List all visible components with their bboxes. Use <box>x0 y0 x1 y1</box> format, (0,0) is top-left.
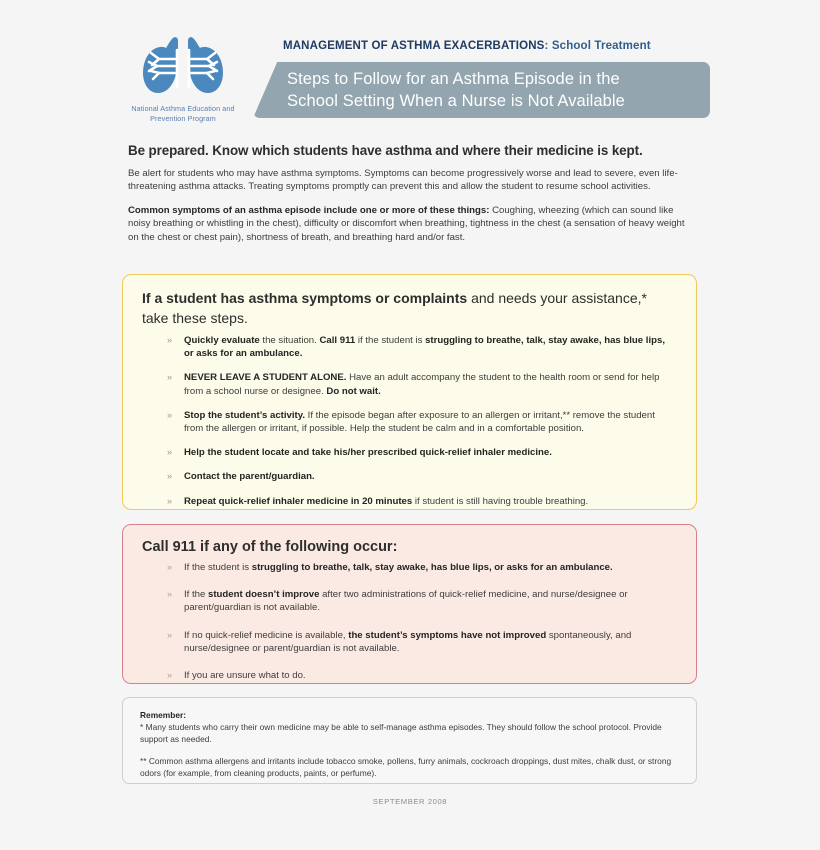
bullet-marker-icon: » <box>167 409 173 420</box>
step-text-bold-1: NEVER LEAVE A STUDENT ALONE. <box>184 372 347 384</box>
call-911-text-bold-2: the student’s symptoms have not improved <box>348 629 547 641</box>
call-911-panel <box>122 524 697 684</box>
title-line-2: School Setting When a Nurse is Not Available <box>287 92 625 110</box>
call-911-panel-heading: Call 911 if any of the following occur: <box>142 539 398 555</box>
intro-section <box>128 142 694 254</box>
call-911-text-1: If the <box>184 589 208 601</box>
bullet-marker-icon: » <box>167 447 173 458</box>
footnote-single-asterisk: * Many students who carry their own medicine may be able to self-manage asthma episodes. They should follow the school protocol. Provide support as needed. <box>140 722 662 744</box>
list-item <box>165 588 670 614</box>
poster-header <box>0 30 820 130</box>
intro-paragraph-2 <box>128 204 694 244</box>
footer-date: SEPTEMBER 2008 <box>372 797 448 806</box>
list-item <box>165 334 670 360</box>
call-911-list <box>123 561 696 682</box>
call-911-text-1: If no quick-relief medicine is available, <box>184 629 349 641</box>
step-text-2: the situation. <box>259 335 320 346</box>
lungs-icon <box>137 35 229 101</box>
intro-lead <box>128 142 694 160</box>
list-item <box>165 495 670 508</box>
step-text-bold-1: Quickly evaluate <box>184 335 260 346</box>
steps-list <box>123 334 696 508</box>
step-text-2: Have an adult accompany the student to the health room or send for help from a school nurse or designee. <box>184 372 660 397</box>
remember-note-panel <box>122 697 697 784</box>
title-banner-text <box>287 68 700 112</box>
remember-note-title: Remember: <box>140 710 187 720</box>
list-item <box>165 669 670 682</box>
steps-panel-heading <box>142 288 696 328</box>
call-911-text-3: after two administrations of quick-relief medicine, and nurse/designee or parent/guardian is not available. <box>184 589 628 614</box>
remember-note-inner <box>123 698 696 779</box>
steps-panel-heading-rest: and needs your assistance,* take these steps. <box>142 290 647 326</box>
logo-caption-line2: Prevention Program <box>150 114 216 123</box>
header-kicker-sub: : School Treatment <box>544 40 651 52</box>
step-text-bold-5: struggling to breathe, talk, stay awake, has blue lips, or asks for an ambulance. <box>184 335 665 360</box>
bullet-marker-icon: » <box>167 629 173 640</box>
intro-paragraph-2-bold: Common symptoms of an asthma episode include one or more of these things: <box>128 204 490 216</box>
nhlbi-naepp-logo <box>118 35 248 124</box>
call-911-text-1: If the student is <box>184 562 252 573</box>
call-911-text-bold-2: student doesn’t improve <box>208 589 320 601</box>
bullet-marker-icon: » <box>167 495 173 506</box>
step-text-2: If the episode began after exposure to an allergen or irritant,** remove the student from the allergen or irritant, if possible. Help the student be calm and in a comfortable position. <box>184 409 655 435</box>
call-911-text-3: spontaneously, and nurse/designee or parent/guardian is not available. <box>184 629 632 654</box>
intro-paragraph-1: Be alert for students who may have asthma symptoms. Symptoms can become progressively worse and lead to severe, even life-threatening asthma attacks. Treating symptoms promptly can prevent this and allow the student to resume school activities. <box>128 168 678 193</box>
intro-lead-rest: Know which students have asthma and where their medicine is kept. <box>208 143 643 158</box>
bullet-marker-icon: » <box>167 562 173 572</box>
list-item <box>165 629 670 655</box>
logo-caption <box>118 104 248 124</box>
bullet-marker-icon: » <box>167 471 173 482</box>
list-item <box>165 371 670 397</box>
step-text-4: if the student is <box>355 335 426 346</box>
step-text-bold-3: Call 911 <box>319 335 356 346</box>
bullet-marker-icon: » <box>167 670 173 681</box>
call-911-text-bold-2: struggling to breathe, talk, stay awake, has blue lips, or asks for an ambulance. <box>251 562 613 573</box>
step-text-bold-1: Contact the parent/guardian. <box>184 471 315 483</box>
bullet-marker-icon: » <box>167 589 173 600</box>
intro-paragraph-2-rest: Coughing, wheezing (which can sound like noisy breathing or whistling in the chest), difficulty or discomfort when breathing, tightness in the chest (a sensation of heavy weight on the chest or chest pain), shortness of breath, and breathing hard and/or fast. <box>128 204 685 243</box>
list-item <box>165 561 670 574</box>
bullet-marker-icon: » <box>167 335 173 345</box>
bullet-marker-icon: » <box>167 372 173 383</box>
list-item <box>165 470 670 483</box>
call-911-text-1: If you are unsure what to do. <box>184 670 306 682</box>
step-text-bold-1: Help the student locate and take his/her prescribed quick-relief inhaler medicine. <box>184 447 552 459</box>
header-kicker <box>283 40 651 52</box>
steps-panel <box>122 274 697 510</box>
intro-lead-bold: Be prepared. <box>128 143 209 158</box>
step-text-bold-1: Repeat quick-relief inhaler medicine in 20 minutes <box>184 495 413 507</box>
header-kicker-main: MANAGEMENT OF ASTHMA EXACERBATIONS <box>283 40 545 52</box>
steps-panel-heading-bold: If a student has asthma symptoms or complaints <box>142 290 468 306</box>
list-item <box>165 409 670 435</box>
logo-caption-line1: National Asthma Education and <box>131 104 235 113</box>
step-text-2: if student is still having trouble breathing. <box>412 495 589 507</box>
list-item <box>165 446 670 459</box>
step-text-bold-1: Stop the student’s activity. <box>184 409 306 421</box>
step-text-bold-3: Do not wait. <box>326 385 381 397</box>
title-line-1: Steps to Follow for an Asthma Episode in the <box>287 70 620 88</box>
footnote-double-asterisk: ** Common asthma allergens and irritants include tobacco smoke, pollens, furry animals, cockroach droppings, dust mites, chalk dust, or strong odors (for example, from cleaning products, paints, or perfume). <box>140 756 672 778</box>
title-banner <box>253 62 710 118</box>
